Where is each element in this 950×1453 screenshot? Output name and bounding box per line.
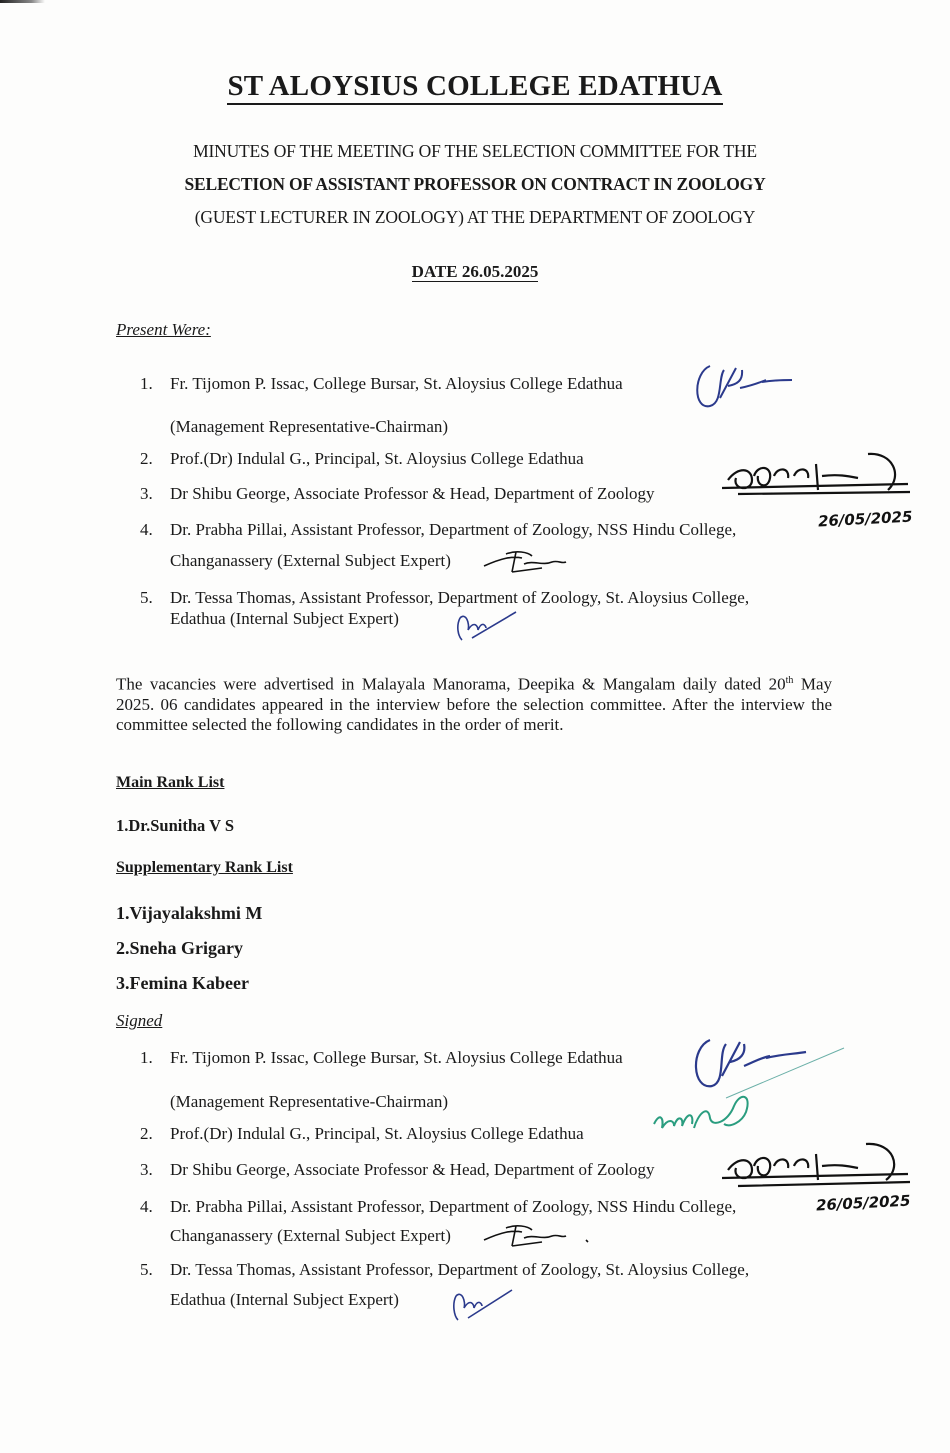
present-member-4-role: Changanassery (External Subject Expert) [170, 551, 451, 570]
minutes-heading-line2: SELECTION OF ASSISTANT PROFESSOR ON CONTRACT IN ZOOLOGY [184, 174, 766, 194]
signature-hod [718, 446, 918, 506]
member-text: Dr. Prabha Pillai, Assistant Professor, Department of Zoology, NSS Hindu College, [170, 520, 737, 539]
member-number: 1. [140, 374, 153, 393]
signature-hod-signed [718, 1138, 918, 1198]
present-member-5 [140, 588, 749, 608]
member-text: Fr. Tijomon P. Issac, College Bursar, St. Aloysius College Edathua [170, 374, 623, 393]
member-text: Dr Shibu George, Associate Professor & Head, Department of Zoology [170, 1160, 655, 1179]
signed-member-4 [140, 1197, 736, 1217]
meeting-date: DATE 26.05.2025 [411, 262, 539, 281]
main-rank-list-heading: Main Rank List [116, 774, 225, 791]
supplementary-rank-item-2: 2.Sneha Grigary [116, 938, 244, 958]
signed-member-2 [140, 1124, 584, 1144]
signature-internal-expert [452, 606, 522, 642]
member-number: 5. [140, 1260, 153, 1279]
college-title: ST ALOYSIUS COLLEGE EDATHUA [0, 70, 950, 103]
member-number: 4. [140, 1197, 153, 1216]
present-member-2 [140, 449, 584, 469]
handwritten-date-present: 26/05/2025 [817, 507, 913, 531]
signed-member-5-role: Edathua (Internal Subject Expert) [170, 1290, 399, 1309]
member-number: 3. [140, 1160, 153, 1179]
supplementary-rank-list-heading: Supplementary Rank List [116, 859, 293, 876]
signature-external-expert [482, 546, 572, 576]
member-text: Fr. Tijomon P. Issac, College Bursar, St. Aloysius College Edathua [170, 1048, 623, 1067]
signed-member-5 [140, 1260, 749, 1280]
present-were-heading: Present Were: [116, 320, 211, 339]
signature-internal-expert-signed [448, 1284, 518, 1324]
member-text: Dr. Tessa Thomas, Assistant Professor, Department of Zoology, St. Aloysius College, [170, 588, 750, 607]
member-number: 3. [140, 484, 153, 503]
signed-member-1-role: (Management Representative-Chairman) [170, 1092, 449, 1111]
signature-bursar [688, 358, 798, 418]
present-member-1 [140, 374, 623, 394]
vacancy-paragraph: The vacancies were advertised in Malayala Manorama, Deepika & Mangalam daily dated 20th May 2025. 06 candidates appeared in the interview before the selection committee. After the interview the committee selected the following candidates in the order of merit. [116, 674, 832, 734]
present-member-3 [140, 484, 655, 504]
signed-member-3 [140, 1160, 655, 1180]
handwritten-date-signed: 26/05/2025 [815, 1191, 911, 1215]
member-text: Prof.(Dr) Indulal G., Principal, St. Aloysius College Edathua [170, 1124, 584, 1143]
present-member-4 [140, 520, 736, 540]
member-number: 4. [140, 520, 153, 539]
supplementary-rank-item-1: 1.Vijayalakshmi M [116, 903, 263, 923]
signed-heading: Signed [116, 1011, 163, 1030]
supplementary-rank-item-3: 3.Femina Kabeer [116, 973, 249, 993]
signed-member-4-role: Changanassery (External Subject Expert) [170, 1226, 451, 1245]
present-member-1-role: (Management Representative-Chairman) [170, 417, 449, 436]
member-number: 2. [140, 449, 153, 468]
signed-member-1 [140, 1048, 623, 1068]
minutes-heading-line3: (GUEST LECTURER IN ZOOLOGY) AT THE DEPARTMENT OF ZOOLOGY [194, 207, 756, 227]
member-number: 5. [140, 588, 153, 607]
signature-external-expert-signed [482, 1220, 592, 1250]
member-text: Dr. Prabha Pillai, Assistant Professor, Department of Zoology, NSS Hindu College, [170, 1197, 737, 1216]
signature-principal [648, 1084, 768, 1144]
member-text: Dr Shibu George, Associate Professor & Head, Department of Zoology [170, 484, 655, 503]
main-rank-item-1: 1.Dr.Sunitha V S [116, 816, 235, 835]
minutes-heading-line1: MINUTES OF THE MEETING OF THE SELECTION COMMITTEE FOR THE [193, 141, 757, 161]
member-number: 1. [140, 1048, 153, 1067]
member-number: 2. [140, 1124, 153, 1143]
present-member-5-role: Edathua (Internal Subject Expert) [170, 609, 399, 628]
scan-edge-mark [0, 0, 45, 3]
member-text: Prof.(Dr) Indulal G., Principal, St. Aloysius College Edathua [170, 449, 584, 468]
member-text: Dr. Tessa Thomas, Assistant Professor, Department of Zoology, St. Aloysius College, [170, 1260, 750, 1279]
